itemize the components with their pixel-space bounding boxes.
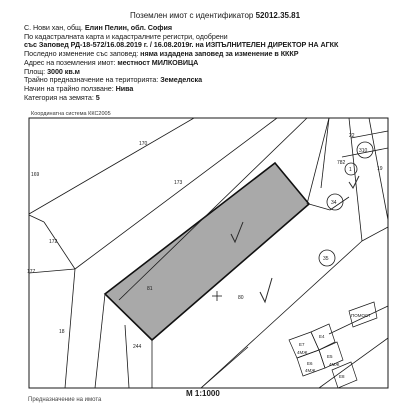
survey-point-icon [212,291,222,301]
parcel-label-80: 80 [238,295,244,301]
footer-text: Предназначение на имота [28,397,102,403]
purpose-label: Трайно предназначение на територията: [24,75,159,84]
last-change-label: Последно изменение със заповед: [24,49,139,58]
parcel-label-19: 19 [377,166,383,172]
approval-line: По кадастралната карта и кадастралните регистри, одобрени [24,32,228,41]
parcel-label-177: 177 [27,269,36,275]
category-line [24,93,100,102]
parcel-label-81: 81 [147,286,153,292]
title-prefix: Поземлен имот с идентификатор [130,11,254,20]
check-mark-3 [349,176,359,188]
location-line [24,23,172,32]
circled-markers [319,142,373,266]
use-line [24,84,133,93]
parcel-label-18: 18 [59,329,65,335]
parcel-identifier: 52012.35.81 [255,11,301,20]
cadastral-map [29,118,389,389]
order-line: със Заповед РД-18-572/16.08.2019 г. / 16.08.2019г. на ИЗПЪЛНИТЕЛЕН ДИРЕКТОР НА АГКК [24,40,339,49]
category-label: Категория на земята: [24,93,94,102]
purpose-value: Земеделска [160,75,203,84]
area-value: 3000 кв.м [47,67,80,76]
category-value: 5 [95,93,100,102]
building-label-platform: ПОМОСТ [351,313,371,318]
parcel-label-22: 22 [349,133,355,139]
parcel-label-310: 310 [359,148,368,154]
last-change-line [24,49,298,58]
building-label-e5: Е5 [327,354,333,359]
building-label-e7: Е7 [299,342,305,347]
check-mark-2 [260,278,272,302]
area-label: Площ: [24,67,46,76]
last-change-value: няма издадена заповед за изменение в КККР [140,49,299,58]
address-value: местност МИЛКОВИЦА [117,58,199,67]
document-title [130,11,300,20]
purpose-line [24,75,202,84]
parcel-label-170: 170 [139,141,148,147]
building-label-e4: Е4 [319,334,325,339]
location-village: С. Нови хан, общ. [24,23,83,32]
coordinate-system-label: Координатна система ККС2005 [31,111,111,117]
parcel-label-35: 35 [323,256,329,262]
map-scale: М 1:1000 [186,389,220,398]
parcel-label-34: 34 [331,200,337,206]
location-municipality: Елин Пелин, обл. София [84,23,173,32]
parcel-label-782: 782 [337,160,346,166]
building-label-e8: Е8 [339,374,345,379]
parcel-label-169: 169 [31,172,40,178]
building-label-e6: Е6 [307,361,313,366]
building-label-4mzh-3: 4МЖ [329,362,340,367]
address-label: Адрес на поземления имот: [24,58,116,67]
building-label-4mzh-1: 4МЖ [297,350,308,355]
building-label-4mzh-2: 4МЖ [305,368,316,373]
highlighted-parcel [105,163,309,340]
use-label: Начин на трайно ползване: [24,84,114,93]
use-value: Нива [115,84,134,93]
address-line [24,58,198,67]
parcel-label-244: 244 [133,344,142,350]
parcel-label-1: 1 [349,167,352,173]
parcel-label-173: 173 [174,180,183,186]
parcel-label-172: 172 [49,239,58,245]
